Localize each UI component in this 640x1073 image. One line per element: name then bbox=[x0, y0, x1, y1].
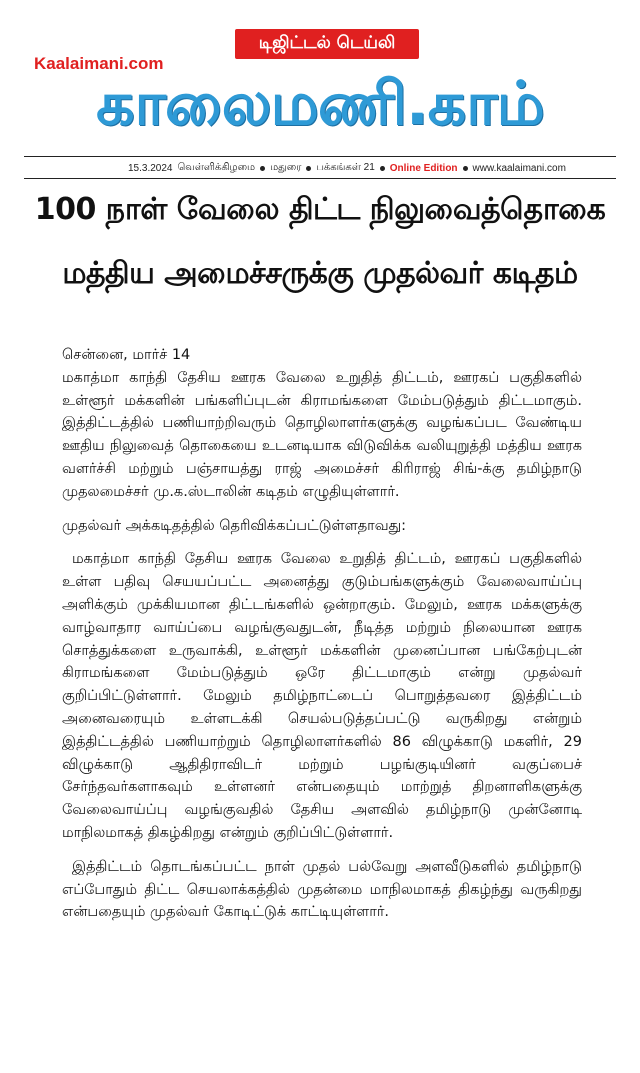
bullet-icon bbox=[260, 166, 265, 171]
bullet-icon bbox=[306, 166, 311, 171]
city-text: மதுரை bbox=[270, 162, 302, 173]
article-paragraph-4: இத்திட்டம் தொடங்கப்பட்ட நாள் முதல் பல்வேறு அளவீடுகளில் தமிழ்நாடு எப்போதும் திட்ட செயலாக்கத்தில் முதன்மை மாநிலமாகத் திகழ்ந்து வருகிறது என்பதையும் முதல்வர் கோடிட்டுக் காட்டியுள்ளார். bbox=[62, 858, 582, 921]
pages-text: பக்கங்கள் 21 bbox=[316, 162, 375, 173]
site-name: Kaalaimani.com bbox=[34, 54, 164, 73]
headline-line-1: 100 நாள் வேலை திட்ட நிலுவைத்தொகை bbox=[34, 192, 606, 227]
article-paragraph-3: மகாத்மா காந்தி தேசிய ஊரக வேலை உறுதித் திட்டம், ஊரகப் பகுதிகளில் உள்ள பதிவு செயயப்பட்ட அனைத்து குடும்பங்களுக்கும் வேலைவாய்ப்பு அளிக்கும் முக்கியமான திட்டங்களில் ஒன்றாகும். மேலும், ஊரக மக்களுக்கு வாழ்வாதார வாய்ப்பை வழங்குவதுடன், நீடித்த மற்றும் நிலையான ஊரக சொத்துக்களை உருவாக்கி, உள்ளூர் மக்களின் முனைப்பான பங்கேற்புடன் கிராமங்களை மேம்படுத்தும் ஒரே திட்டமாகும் என்று முதல்வர் குறிப்பிட்டுள்ளார். மேலும் தமிழ்நாட்டைப் பொறுத்தவரை இத்திட்டம் அனைவரையும் உள்ளடக்கி செயல்படுத்தப்பட்டு வருகிறது என்றும் இத்திட்டத்தில் பணியாற்றும் தொழிலாளர்களில் 86 விழுக்காடு மகளிர், 29 விழுக்காடு ஆதிதிராவிடர் மற்றும் பழங்குடியினர் வகுப்பைச் சேர்ந்தவர்களாகவும் உள்ளனர் என்பதையும் மாற்றுத் திறனாளிகளுக்கு வேலைவாய்ப்பு வழங்குவதில் தேசிய அளவில் தமிழ்நாடு முன்னோடி மாநிலமாகத் திகழ்கிறது என்றும் குறிப்பிட்டுள்ளார். bbox=[62, 551, 582, 841]
dateline bbox=[128, 162, 566, 174]
article-body bbox=[62, 344, 582, 935]
dateline-divider bbox=[24, 178, 616, 179]
digital-daily-ribbon: டிஜிட்டல் டெய்லி bbox=[235, 29, 419, 59]
day-text: வெள்ளிக்கிழமை bbox=[177, 162, 256, 173]
headline-line-2: மத்திய அமைச்சருக்கு முதல்வர் கடிதம் bbox=[62, 256, 578, 291]
bullet-icon bbox=[380, 166, 385, 171]
top-divider bbox=[24, 156, 616, 157]
bullet-icon bbox=[463, 166, 468, 171]
edition-text: Online Edition bbox=[389, 162, 458, 174]
article-paragraph-2: முதல்வர் அக்கடிதத்தில் தெரிவிக்கப்பட்டுள்ளதாவது: bbox=[62, 517, 407, 534]
article-paragraph-1: மகாத்மா காந்தி தேசிய ஊரக வேலை உறுதித் திட்டம், ஊரகப் பகுதிகளில் உள்ளூர் மக்களின் பங்களிப்புடன் கிராமங்களை மேம்படுத்தும் திட்டமாகும். இத்திட்டத்தில் பணியாற்றிவரும் தொழிலாளர்களுக்கு வழங்கப்பட வேண்டிய ஊதிய நிலுவைத் தொகையை உடனடியாக விடுவிக்க வலியுறுத்தி மத்திய ஊரக வளர்ச்சி மற்றும் பஞ்சாயத்து ராஜ் அமைச்சர் கிரிராஜ் சிங்-க்கு தமிழ்நாடு முதலமைச்சர் மு.க.ஸ்டாலின் கடிதம் எழுதியுள்ளார். bbox=[62, 369, 582, 500]
place-date: சென்னை, மார்ச் 14 bbox=[62, 347, 191, 363]
masthead bbox=[0, 0, 640, 160]
brand-logo: காலைமணி.காம் bbox=[96, 69, 544, 139]
website-link[interactable]: www.kaalaimani.com bbox=[472, 162, 566, 174]
date-text: 15.3.2024 bbox=[128, 162, 173, 174]
